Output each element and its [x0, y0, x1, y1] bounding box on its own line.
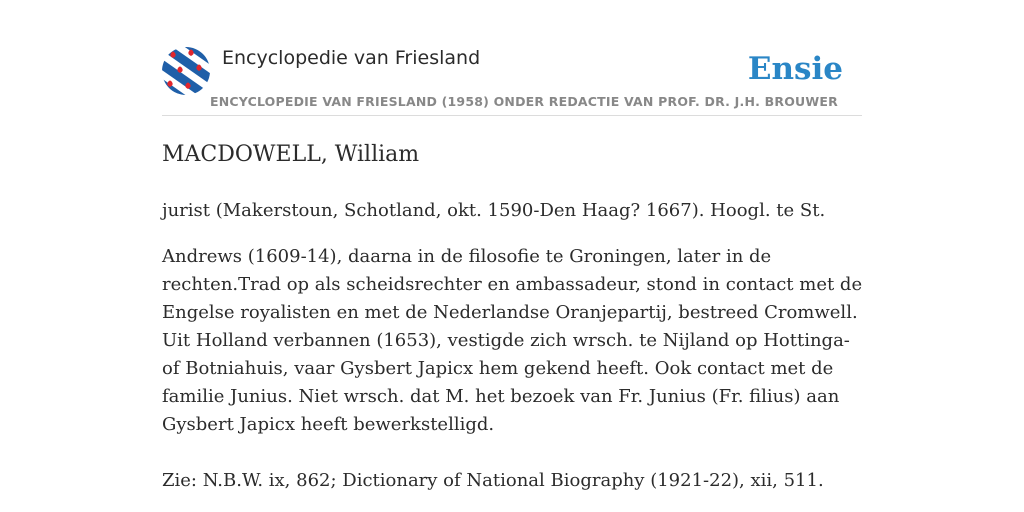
- ensie-brand-logo[interactable]: Ensie: [747, 51, 843, 87]
- header: [162, 44, 862, 116]
- article-title: MACDOWELL, William: [162, 142, 420, 167]
- article: [162, 139, 872, 495]
- site-title[interactable]: Encyclopedie van Friesland: [222, 47, 481, 69]
- article-body: Andrews (1609-14), daarna in de filosofie te Groningen, later in de rechten.Trad op als scheidsrechter en ambassadeur, stond in contact met de Engelse royalisten en met de Nederlandse Oranjepartij, bestreed Cromwell. Uit Holland verbannen (1653), vestigde zich wrsch. te Nijland op Hottinga- of Botniahuis, vaar Gysbert Japicx hem gekend heeft. Ook contact met de familie Junius. Niet wrsch. dat M. het bezoek van Fr. Junius (Fr. filius) aan Gysbert Japicx heeft bewerkstelligd.: [162, 246, 863, 435]
- article-intro: jurist (Makerstoun, Schotland, okt. 1590-Den Haag? 1667). Hoogl. te St.: [162, 200, 826, 221]
- site-subtitle: ENCYCLOPEDIE VAN FRIESLAND (1958) ONDER REDACTIE VAN PROF. DR. J.H. BROUWER: [210, 94, 838, 109]
- frisian-flag-icon[interactable]: [162, 47, 210, 95]
- article-references: Zie: N.B.W. ix, 862; Dictionary of National Biography (1921-22), xii, 511.: [162, 470, 824, 491]
- header-divider: [162, 115, 862, 116]
